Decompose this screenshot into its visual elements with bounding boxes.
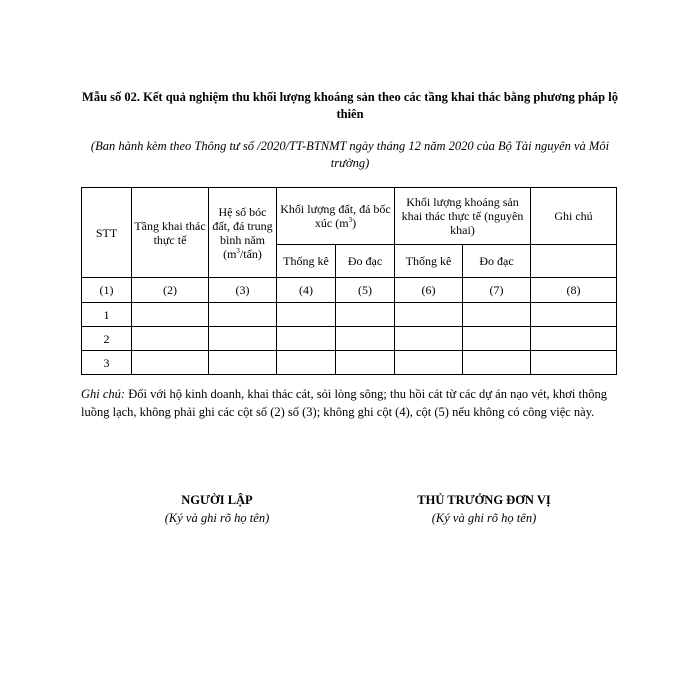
- col-number: (4): [277, 278, 336, 303]
- table-cell: [463, 327, 531, 351]
- row-number: 2: [82, 327, 132, 351]
- table-cell: [395, 303, 463, 327]
- khoi-luong-dat-end: ): [352, 216, 357, 230]
- he-so-unit-part: /tấn): [239, 246, 262, 261]
- table-row: [82, 351, 617, 375]
- table-cell: [132, 327, 209, 351]
- header-do-dac: Đo đạc: [336, 245, 395, 278]
- table-row: [82, 327, 617, 351]
- note-label: Ghi chú:: [81, 387, 126, 401]
- table-cell: [531, 303, 617, 327]
- signature-hint: (Ký và ghi rõ họ tên): [431, 511, 537, 525]
- signature-title: NGƯỜI LẬP: [181, 493, 253, 507]
- table-cell: [277, 303, 336, 327]
- khoi-luong-dat-sup: 3: [348, 216, 353, 224]
- signature-title: THỦ TRƯỞNG ĐƠN VỊ: [417, 493, 551, 507]
- header-empty: [531, 245, 617, 278]
- table-cell: [209, 327, 277, 351]
- header-khoi-luong-ks: Khối lượng khoáng sản khai thác thực tế (nguyên khai): [395, 188, 531, 245]
- header-thong-ke: Thống kê: [395, 245, 463, 278]
- table-cell: [209, 351, 277, 375]
- header-he-so-text: Hệ số bóc đất, đá trung bình năm: [212, 204, 273, 247]
- table-cell: [336, 327, 395, 351]
- table-cell: [132, 351, 209, 375]
- row-number: 1: [82, 303, 132, 327]
- table-cell: [395, 351, 463, 375]
- header-stt: STT: [82, 188, 132, 278]
- table-cell: [336, 303, 395, 327]
- table-cell: [209, 303, 277, 327]
- header-do-dac: Đo đạc: [463, 245, 531, 278]
- he-so-unit-sup: 3: [236, 246, 240, 255]
- col-number: (7): [463, 278, 531, 303]
- table-cell: [463, 303, 531, 327]
- table-cell: [277, 351, 336, 375]
- col-number: (8): [531, 278, 617, 303]
- table-cell: [336, 351, 395, 375]
- col-number: (1): [82, 278, 132, 303]
- table-cell: [395, 327, 463, 351]
- table-cell: [531, 351, 617, 375]
- he-so-unit-part: (m: [223, 246, 237, 261]
- document-subtitle: (Ban hành kèm theo Thông tư số /2020/TT-BTNMT ngày tháng 12 năm 2020 của Bộ Tài nguyên và Môi trường): [90, 139, 610, 170]
- header-tang-khai: Tầng khai thác thực tế: [132, 188, 209, 278]
- col-number: (3): [209, 278, 277, 303]
- col-number: (6): [395, 278, 463, 303]
- results-table: [81, 187, 617, 375]
- header-he-so: [209, 188, 277, 278]
- signature-head: [394, 491, 574, 527]
- table-cell: [463, 351, 531, 375]
- header-he-so-unit: [223, 247, 262, 261]
- header-ghi-chu: Ghi chú: [531, 188, 617, 245]
- table-row: [82, 303, 617, 327]
- signature-hint: (Ký và ghi rõ họ tên): [164, 511, 270, 525]
- note-paragraph: [81, 385, 616, 421]
- khoi-luong-dat-text: Khối lượng đất, đá bốc xúc (m: [280, 202, 391, 230]
- table-cell: [132, 303, 209, 327]
- row-number: 3: [82, 351, 132, 375]
- header-khoi-luong-dat: [277, 188, 395, 245]
- header-thong-ke: Thống kê: [277, 245, 336, 278]
- signature-preparer: [127, 491, 307, 527]
- document-title: Mẫu số 02. Kết quả nghiệm thu khối lượng khoáng sản theo các tầng khai thác bằng phương pháp lộ thiên: [82, 90, 618, 121]
- col-number: (2): [132, 278, 209, 303]
- table-cell: [277, 327, 336, 351]
- note-text: Đối với hộ kinh doanh, khai thác cát, sỏi lòng sông; thu hồi cát từ các dự án nạo vét, khơi thông luồng lạch, không phải ghi các cột số (2) số (3); không ghi cột (4), cột (5) nếu không có công việc này.: [81, 387, 607, 419]
- table-cell: [531, 327, 617, 351]
- col-number: (5): [336, 278, 395, 303]
